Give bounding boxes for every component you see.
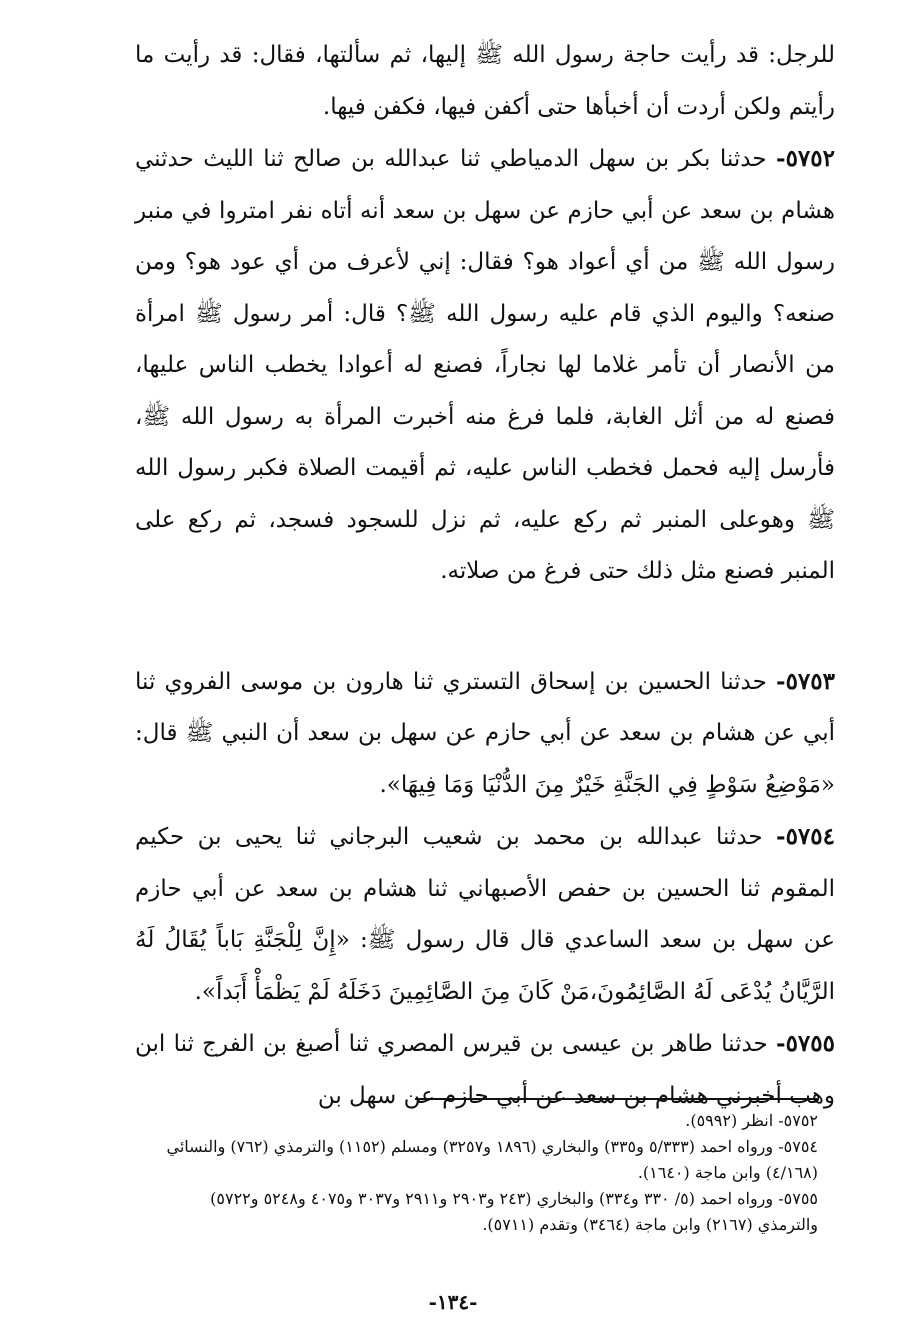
- footnote-5754: ٥٧٥٤- ورواه احمد (٥/٣٣٣ و٣٣٥) والبخاري (١٨٩٦ و٣٢٥٧) ومسلم (١١٥٢) والترمذي (٧٦٢) والنسائي (٤/١٦٨) وابن ماجة (١٦٤٠).: [166, 1137, 818, 1182]
- footnotes: [160, 1108, 818, 1238]
- hadith-5754: [135, 811, 835, 1018]
- hadith-5755: [135, 1018, 835, 1122]
- hadith-quote: «مَوْضِعُ سَوْطٍ فِي الجَنَّةِ خَيْرٌ مِنَ الدُّنْيَا وَمَا فِيهَا».: [379, 771, 835, 798]
- hadith-number: ٥٧٥٣-: [776, 667, 835, 695]
- hadith-number: ٥٧٥٤-: [776, 823, 835, 850]
- hadith-text: حدثنا طاهر بن عيسى بن قيرس المصري ثنا أصبغ بن الفرج ثنا ابن وهب أخبرني هشام بن سعد عن أبي حازم عن سهل بن: [135, 1031, 835, 1109]
- hadith-number: ٥٧٥٥-: [776, 1030, 835, 1057]
- hadith-5752: [135, 133, 835, 598]
- hadith-number: ٥٧٥٢-: [776, 145, 835, 172]
- hadith-quote: «إِنَّ لِلْجَنَّةِ بَاباً يُقَالُ لَهُ الرَّيَّانُ يُدْعَى لَهُ الصَّائِمُونَ،مَنْ كَانَ مِنَ الصَّائِمِينَ دَخَلَهُ لَمْ يَظْمَأْ أَبَداً».: [135, 927, 835, 1005]
- section-gap: [135, 598, 835, 656]
- footnote-divider: [415, 1098, 817, 1100]
- intro-paragraph: للرجل: قد رأيت حاجة رسول الله ﷺ إليها، ثم سألتها، فقال: قد رأيت ما رأيتم ولكن أردت أن أخبأها حتى أكفن فيها، فكفن فيها.: [135, 42, 835, 120]
- hadith-text: حدثنا الحسين بن إسحاق التستري ثنا هارون بن موسى الفروي ثنا أبي عن هشام بن سعد عن أبي حازم عن سهل بن سعد أن النبي ﷺ قال:: [135, 668, 835, 746]
- main-text: [135, 30, 835, 1122]
- hadith-text: حدثنا بكر بن سهل الدمياطي ثنا عبدالله بن صالح ثنا الليث حدثني هشام بن سعد عن أبي حازم عن سهل بن سعد أنه أتاه نفر امتروا في منبر رسول الله ﷺ من أي أعواد هو؟ فقال: إني لأعرف من أي عود هو؟ ومن صنعه؟ واليوم الذي قام عليه رسول الله ﷺ؟ قال: أمر رسول ﷺ امرأة من الأنصار أن تأمر غلاما لها نجاراً، فصنع له أعوادا يخطب الناس عليها، فصنع له من أثل الغابة، فلما فرغ منه أخبرت المرأة به رسول الله ﷺ، فأرسل إليه فحمل فخطب الناس عليه، ثم أقيمت الصلاة فكبر رسول الله ﷺ وهوعلى المنبر ثم ركع عليه، ثم نزل للسجود فسجد، ثم ركع على المنبر فصنع مثل ذلك حتى فرغ من صلاته.: [135, 146, 835, 584]
- footnote-5755: ٥٧٥٥- ورواه احمد (٥/ ٣٣٠ و٣٣٤) والبخاري (٢٤٣ و٢٩٠٣ و٢٩١١ و٣٠٣٧ و٤٠٧٥ و٥٢٤٨ و٥٧٢٢) والترمذي (٢١٦٧) وابن ماجة (٣٤٦٤) وتقدم (٥٧١١).: [210, 1189, 818, 1234]
- hadith-text: حدثنا عبدالله بن محمد بن شعيب البرجاني ثنا يحيى بن حكيم المقوم ثنا الحسين بن حفص الأصبهاني ثنا هشام بن سعد عن أبي حازم عن سهل بن سعد الساعدي قال قال رسول ﷺ:: [135, 824, 835, 953]
- page-number: -١٣٤-: [428, 1290, 478, 1314]
- footnote-5752: ٥٧٥٢- انظر (٥٩٩٢).: [685, 1111, 818, 1130]
- hadith-5753: [135, 656, 835, 812]
